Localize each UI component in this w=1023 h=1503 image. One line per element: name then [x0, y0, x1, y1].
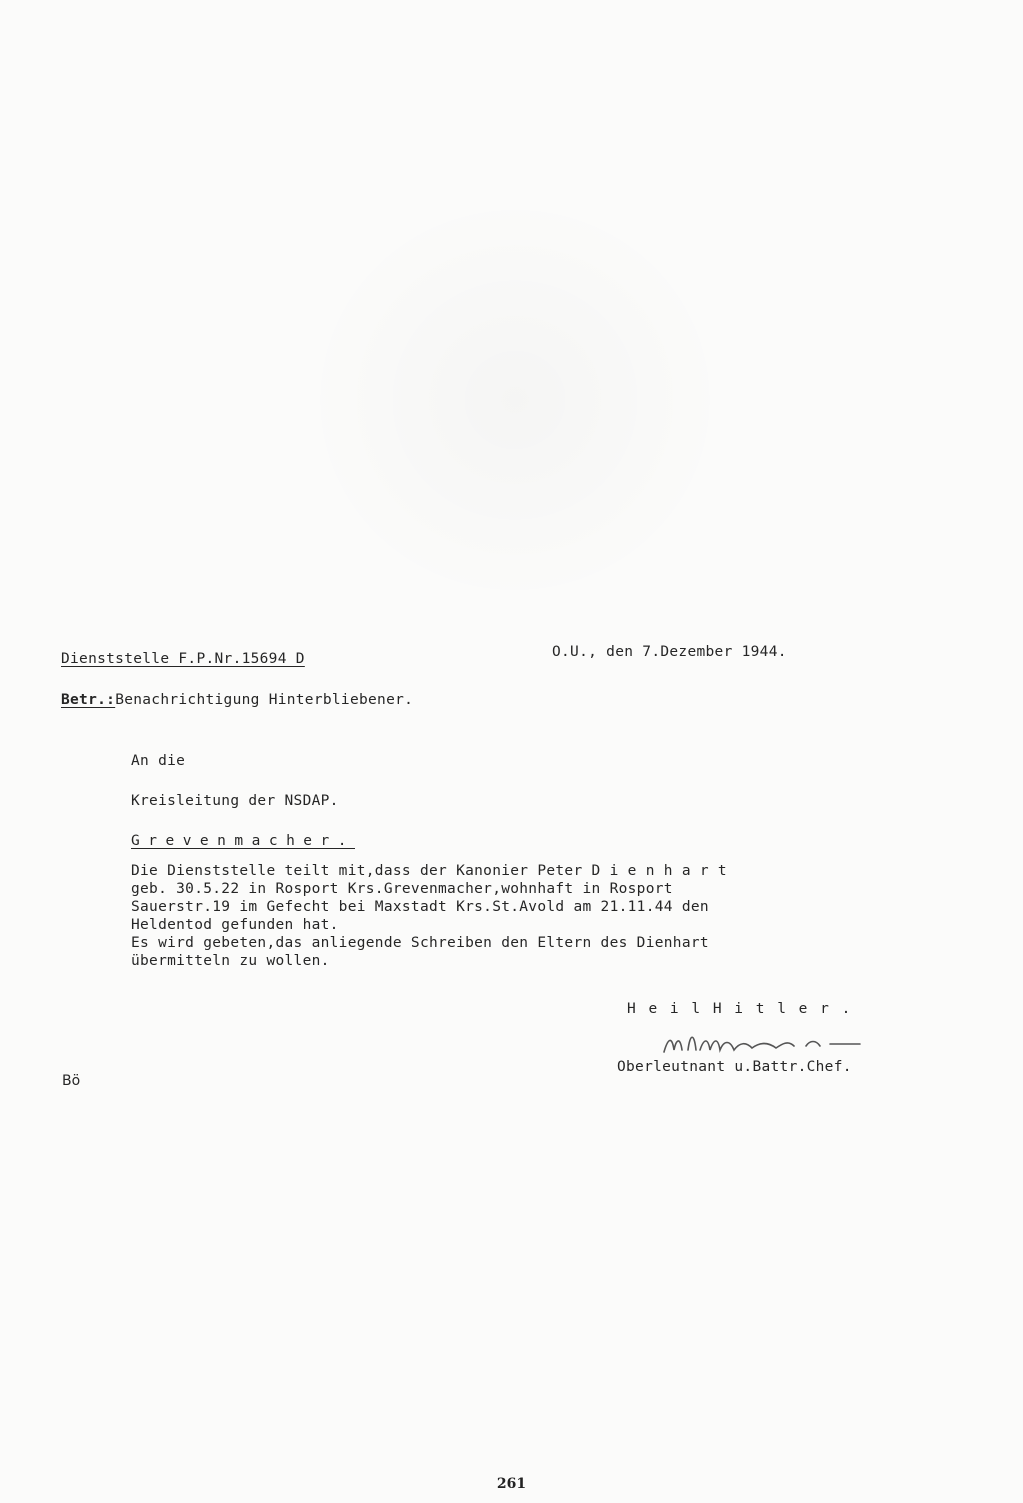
show-through-shadow	[300, 190, 730, 610]
handwritten-signature	[660, 1028, 870, 1058]
closing-salutation: H e i l H i t l e r .	[627, 1001, 853, 1017]
subject-text: Benachrichtigung Hinterbliebener.	[115, 692, 414, 708]
signatory-title: Oberleutnant u.Battr.Chef.	[617, 1059, 852, 1075]
recipient-line-2: Kreisleitung der NSDAP.	[131, 793, 339, 809]
body-line: Die Dienststelle teilt mit,dass der Kanonier Peter D i e n h a r t	[131, 863, 727, 879]
place-date: O.U., den 7.Dezember 1944.	[552, 644, 787, 660]
typist-initials: Bö	[62, 1073, 81, 1089]
subject-line	[61, 693, 413, 708]
recipient-line-1: An die	[131, 753, 186, 769]
body-line: geb. 30.5.22 in Rosport Krs.Grevenmacher,wohnhaft in Rosport	[131, 881, 673, 897]
page-number: 261	[496, 1476, 527, 1492]
body-line: Heldentod gefunden hat.	[131, 917, 339, 933]
recipient-line-3: Grevenmacher.	[131, 833, 355, 849]
body-line: Sauerstr.19 im Gefecht bei Maxstadt Krs.St.Avold am 21.11.44 den	[131, 899, 709, 915]
body-line: Es wird gebeten,das anliegende Schreiben den Eltern des Dienhart	[131, 935, 709, 951]
subject-label: Betr.:	[61, 692, 116, 708]
sender-reference: Dienststelle F.P.Nr.15694 D	[61, 651, 305, 667]
letter-body	[131, 862, 727, 970]
body-line: übermitteln zu wollen.	[131, 953, 330, 969]
